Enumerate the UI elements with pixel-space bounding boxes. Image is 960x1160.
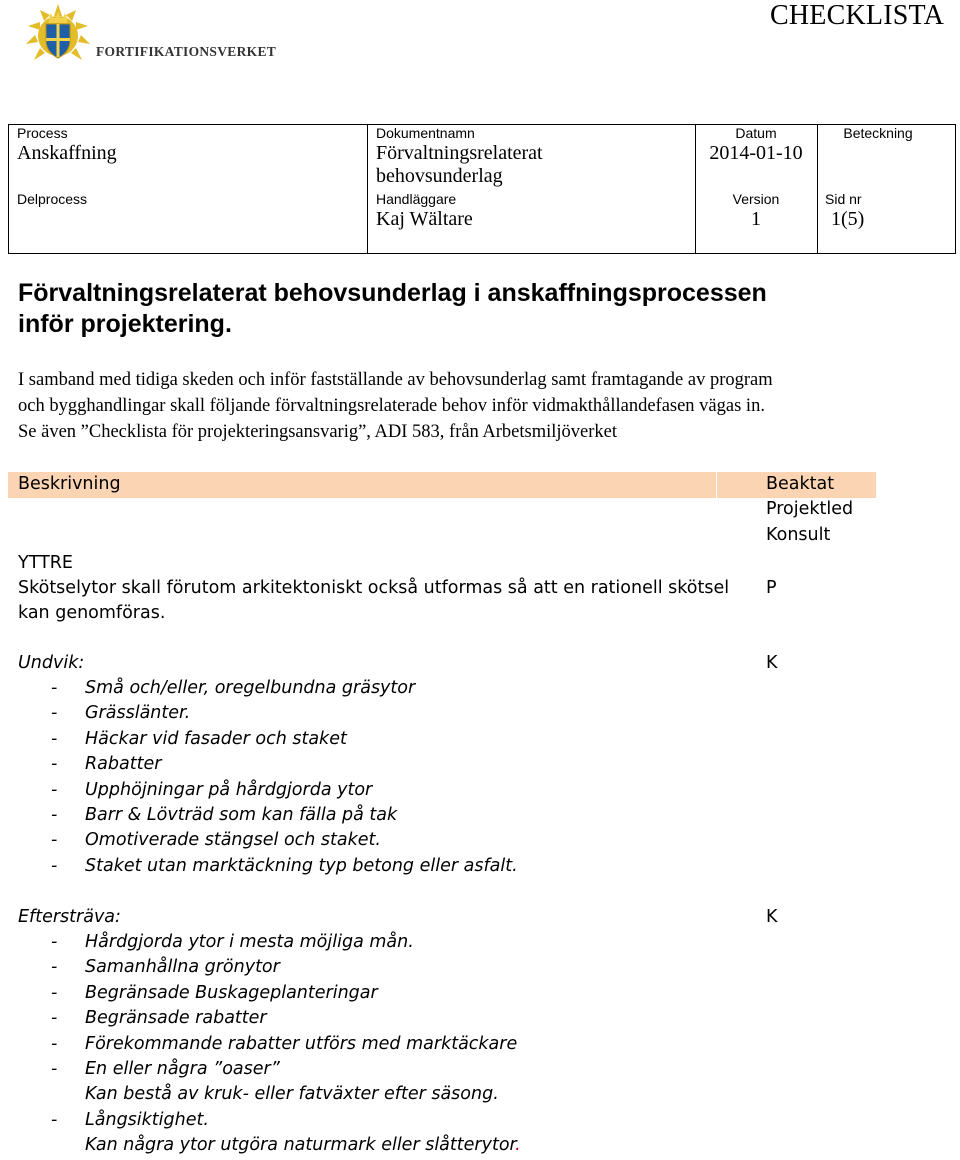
document-info-table: [8, 124, 956, 254]
column-header-description: Beskrivning: [18, 474, 121, 494]
strive-list: [18, 930, 517, 1082]
fortifikationsverket-logo: [18, 2, 277, 70]
page-number-value: 1(5): [831, 208, 865, 230]
list-item: - Samanhållna grönytor: [18, 955, 517, 980]
list-item: - Staket utan marktäckning typ betong eller asfalt.: [18, 854, 518, 879]
legend-konsult: Konsult: [766, 525, 831, 545]
avoid-heading: Undvik:: [18, 653, 85, 673]
yttre-text-line-2: kan genomföras.: [18, 603, 166, 623]
list-item: - Barr & Lövträd som kan fälla på tak: [18, 803, 518, 828]
avoid-responsible: K: [766, 653, 778, 673]
yttre-responsible: P: [766, 578, 777, 598]
title-line-1: Förvaltningsrelaterat behovsunderlag i anskaffningsprocessen: [18, 279, 767, 307]
handler-value: Kaj Wältare: [376, 208, 473, 230]
reference-label: Beteckning: [843, 125, 913, 141]
coat-of-arms-logo: [18, 2, 98, 70]
intro-line-1: I samband med tidiga skeden och inför fastställande av behovsunderlag samt framtagande av program: [18, 370, 773, 390]
list-item: - Grässlänter.: [18, 701, 518, 726]
page-number-label: Sid nr: [825, 191, 862, 207]
process-label: Process: [17, 125, 68, 141]
list-item: - Begränsade Buskageplanteringar: [18, 981, 517, 1006]
version-label: Version: [732, 191, 780, 207]
title-line-2: inför projektering.: [18, 310, 232, 338]
list-item: - Små och/eller, oregelbundna gräsytor: [18, 676, 518, 701]
version-value: 1: [751, 208, 761, 230]
yttre-text-line-1: Skötselytor skall förutom arkitektoniskt också utformas så att en rationell skötsel: [18, 578, 730, 598]
page-title: [18, 278, 918, 340]
intro-paragraph: [18, 367, 938, 445]
strive-item-continuation: Kan bestå av kruk- eller fatväxter efter säsong.: [85, 1084, 499, 1104]
list-item: - En eller några ”oaser”: [18, 1057, 517, 1082]
column-header-band: [8, 472, 876, 498]
date-label: Datum: [735, 125, 777, 141]
avoid-list: [18, 676, 518, 879]
document-name-label: Dokumentnamn: [376, 125, 475, 141]
logo-wordmark: FORTIFIKATIONSVERKET: [96, 44, 277, 59]
subprocess-label: Delprocess: [17, 191, 88, 207]
list-item: - Upphöjningar på hårdgjorda ytor: [18, 778, 518, 803]
document-name-value-line1: Förvaltningsrelaterat: [376, 142, 543, 164]
list-item: - Rabatter: [18, 752, 518, 777]
list-item: - Omotiverade stängsel och staket.: [18, 828, 518, 853]
strive-list-continued: [18, 1108, 209, 1133]
strive-item-continuation-2: Kan några ytor utgöra naturmark eller slåtterytor.: [85, 1135, 521, 1155]
list-item: - Långsiktighet.: [18, 1108, 209, 1133]
section-heading-yttre: YTTRE: [18, 553, 73, 573]
legend-projektled: Projektled: [766, 499, 854, 519]
list-item: - Förekommande rabatter utförs med marktäckare: [18, 1032, 517, 1057]
process-value: Anskaffning: [17, 142, 117, 164]
list-item: - Häckar vid fasader och staket: [18, 727, 518, 752]
column-header-considered: Beaktat: [766, 474, 835, 494]
document-type: CHECKLISTA: [770, 0, 944, 31]
list-item: - Begränsade rabatter: [18, 1006, 517, 1031]
date-value: 2014-01-10: [709, 142, 803, 164]
list-item: - Hårdgjorda ytor i mesta möjliga mån.: [18, 930, 517, 955]
handler-label: Handläggare: [376, 191, 457, 207]
strive-responsible: K: [766, 907, 778, 927]
intro-line-2: och bygghandlingar skall följande förvaltningsrelaterade behov inför vidmakthållandefasen vägas in.: [18, 396, 765, 416]
document-name-value-line2: behovsunderlag: [376, 165, 503, 187]
strive-heading: Eftersträva:: [18, 907, 121, 927]
intro-line-3: Se även ”Checklista för projekteringsansvarig”, ADI 583, från Arbetsmiljöverket: [18, 422, 618, 442]
